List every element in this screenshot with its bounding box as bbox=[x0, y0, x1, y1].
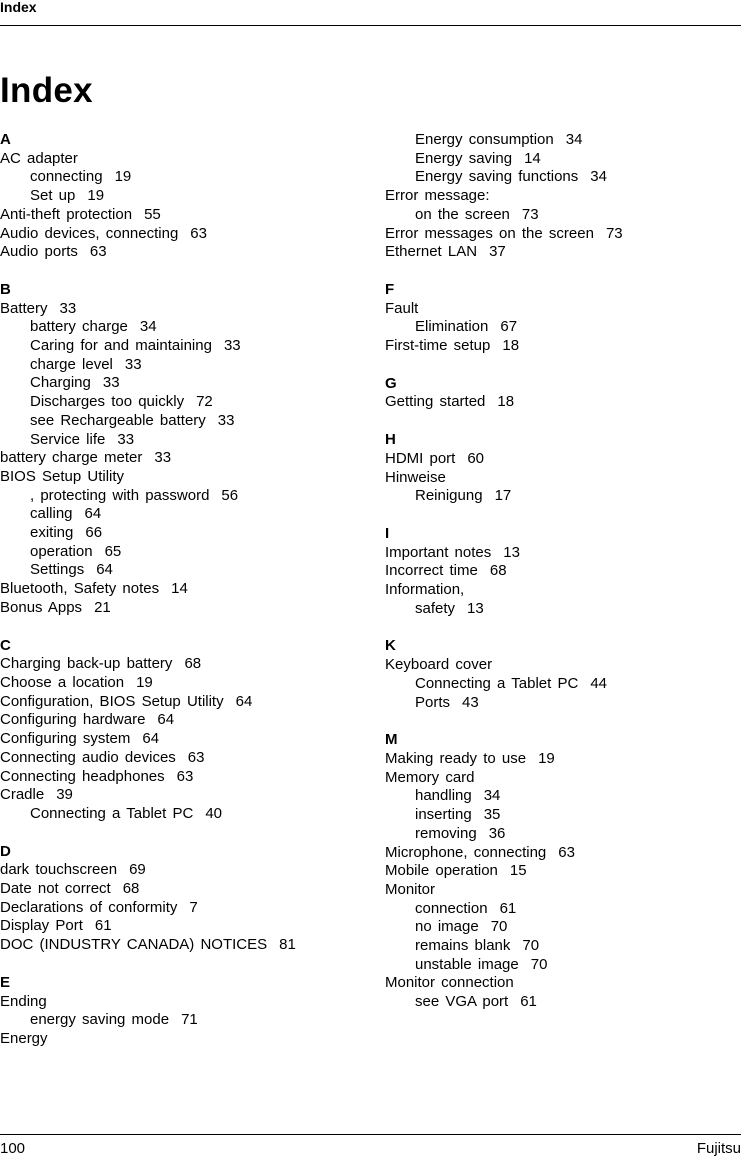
index-letter-heading: I bbox=[385, 524, 390, 542]
index-term: Making ready to use bbox=[385, 749, 527, 767]
index-term: Energy saving functions bbox=[415, 168, 579, 186]
index-term: Monitor bbox=[385, 880, 436, 898]
index-entry bbox=[385, 769, 735, 788]
index-page-ref: 37 bbox=[489, 243, 506, 261]
index-entry bbox=[385, 243, 735, 262]
index-subentry bbox=[385, 168, 735, 187]
index-page-ref: 68 bbox=[489, 562, 507, 580]
index-letter-group bbox=[385, 375, 735, 412]
index-entry bbox=[0, 449, 350, 468]
index-page-ref: 34 bbox=[139, 318, 157, 336]
index-entry bbox=[0, 993, 350, 1012]
running-footer bbox=[0, 1134, 741, 1160]
index-term: see Rechargeable battery bbox=[30, 411, 206, 429]
index-term: Memory card bbox=[385, 768, 475, 786]
index-entry bbox=[0, 693, 350, 712]
index-term: energy saving mode bbox=[30, 1011, 170, 1029]
publisher-name: Fujitsu bbox=[696, 1140, 741, 1157]
index-subentry bbox=[0, 412, 350, 431]
index-entry bbox=[0, 655, 350, 674]
index-page-ref: 33 bbox=[217, 411, 235, 429]
index-entry bbox=[0, 768, 350, 787]
index-term: First-time setup bbox=[385, 337, 491, 355]
index-letter-group bbox=[385, 637, 735, 712]
index-entry bbox=[0, 674, 350, 693]
index-term: Caring for and maintaining bbox=[30, 337, 212, 355]
index-subentry bbox=[0, 561, 350, 580]
index-entry bbox=[0, 599, 350, 618]
index-entry bbox=[385, 393, 735, 412]
index-page-ref: 18 bbox=[502, 337, 520, 355]
index-term: Configuring system bbox=[0, 730, 131, 748]
index-page-ref: 70 bbox=[490, 918, 508, 936]
index-page-ref: 34 bbox=[590, 168, 607, 186]
index-entry bbox=[0, 861, 350, 880]
index-letter-heading: B bbox=[0, 280, 11, 298]
index-term: removing bbox=[415, 824, 477, 842]
index-entry bbox=[0, 786, 350, 805]
index-letter-heading: E bbox=[0, 973, 11, 991]
index-subentry bbox=[385, 825, 735, 844]
index-page-ref: 39 bbox=[56, 786, 73, 804]
index-entry bbox=[0, 1030, 350, 1049]
index-subentry bbox=[385, 487, 735, 506]
index-letter-group bbox=[0, 843, 350, 955]
index-entry bbox=[385, 581, 735, 600]
index-page-ref: 61 bbox=[94, 917, 112, 935]
index-page-ref: 64 bbox=[96, 561, 113, 579]
index-entry bbox=[385, 544, 735, 563]
index-term: Connecting a Tablet PC bbox=[415, 674, 579, 692]
index-term: dark touchscreen bbox=[0, 861, 118, 879]
index-term: BIOS Setup Utility bbox=[0, 467, 125, 485]
index-term: battery charge meter bbox=[0, 449, 143, 467]
index-subentry bbox=[385, 787, 735, 806]
index-term: on the screen bbox=[415, 205, 510, 223]
index-page-ref: 70 bbox=[522, 937, 540, 955]
index-term: Fault bbox=[385, 299, 419, 317]
index-entry bbox=[385, 881, 735, 900]
index-page-ref: 68 bbox=[184, 655, 202, 673]
index-letter-group bbox=[0, 131, 350, 262]
index-term: Choose a location bbox=[0, 673, 125, 691]
index-term: Keyboard cover bbox=[385, 656, 493, 674]
index-page-ref: 63 bbox=[190, 224, 207, 242]
index-page-ref: 60 bbox=[467, 449, 485, 467]
index-term: Configuration, BIOS Setup Utility bbox=[0, 692, 224, 710]
index-letter-group bbox=[385, 281, 735, 356]
index-page-ref: 36 bbox=[488, 824, 506, 842]
index-subentry bbox=[385, 993, 735, 1012]
index-page-ref: 55 bbox=[144, 205, 161, 223]
index-page-ref: 64 bbox=[157, 711, 175, 729]
index-term: Charging bbox=[30, 374, 91, 392]
index-term: connection bbox=[415, 899, 488, 917]
index-page-ref: 19 bbox=[87, 187, 105, 205]
index-page-ref: 7 bbox=[189, 898, 198, 916]
index-term: charge level bbox=[30, 355, 113, 373]
index-subentry bbox=[0, 431, 350, 450]
index-letter-heading: D bbox=[0, 842, 11, 860]
index-term: unstable image bbox=[415, 955, 519, 973]
index-column-left bbox=[0, 131, 350, 1068]
index-letter-group bbox=[0, 974, 350, 1049]
index-term: Mobile operation bbox=[385, 862, 498, 880]
index-letter-heading: G bbox=[385, 374, 397, 392]
index-page-ref: 63 bbox=[558, 843, 575, 861]
index-term: Set up bbox=[30, 187, 76, 205]
index-page-ref: 56 bbox=[221, 486, 239, 504]
index-entry bbox=[0, 150, 350, 169]
index-subentry bbox=[0, 1011, 350, 1030]
index-subentry bbox=[0, 487, 350, 506]
index-term: Energy bbox=[0, 1029, 48, 1047]
index-entry bbox=[0, 206, 350, 225]
running-header bbox=[0, 0, 741, 26]
index-page-ref: 64 bbox=[84, 505, 102, 523]
index-subentry bbox=[0, 168, 350, 187]
index-letter-group bbox=[0, 637, 350, 824]
index-term: Date not correct bbox=[0, 880, 111, 898]
index-term: Charging back-up battery bbox=[0, 655, 173, 673]
index-page-ref: 61 bbox=[499, 899, 517, 917]
index-subentry bbox=[0, 543, 350, 562]
index-entry bbox=[385, 300, 735, 319]
index-term: Battery bbox=[0, 299, 48, 317]
index-page-ref: 73 bbox=[521, 205, 539, 223]
index-entry bbox=[0, 749, 350, 768]
index-subentry bbox=[385, 600, 735, 619]
index-page-ref: 34 bbox=[483, 787, 501, 805]
index-entry bbox=[0, 899, 350, 918]
index-subentry bbox=[385, 675, 735, 694]
index-entry bbox=[0, 711, 350, 730]
index-letter-group bbox=[0, 281, 350, 618]
index-term: Energy consumption bbox=[415, 131, 554, 148]
index-term: Discharges too quickly bbox=[30, 393, 185, 411]
index-entry bbox=[385, 844, 735, 863]
page-title: Index bbox=[0, 71, 93, 110]
index-subentry bbox=[0, 187, 350, 206]
index-term: Settings bbox=[30, 561, 85, 579]
index-page-ref: 61 bbox=[520, 993, 537, 1011]
index-subentry bbox=[385, 956, 735, 975]
index-entry bbox=[385, 450, 735, 469]
index-letter-heading: C bbox=[0, 636, 11, 654]
index-page-ref: 19 bbox=[114, 168, 132, 186]
index-entry bbox=[0, 880, 350, 899]
index-term: AC adapter bbox=[0, 149, 78, 167]
index-letter-heading: H bbox=[385, 431, 396, 449]
index-term: Getting started bbox=[385, 393, 486, 411]
index-term: Ethernet LAN bbox=[385, 243, 478, 261]
index-subentry bbox=[385, 150, 735, 169]
index-entry bbox=[0, 580, 350, 599]
index-entry bbox=[385, 562, 735, 581]
index-term: Incorrect time bbox=[385, 562, 478, 580]
index-term: Energy saving bbox=[415, 149, 513, 167]
index-letter-heading: F bbox=[385, 280, 395, 298]
index-subentry bbox=[0, 805, 350, 824]
index-entry bbox=[385, 225, 735, 244]
index-subentry bbox=[385, 318, 735, 337]
index-column-right bbox=[385, 131, 735, 1031]
index-term: Display Port bbox=[0, 917, 83, 935]
index-entry bbox=[385, 337, 735, 356]
index-page-ref: 72 bbox=[196, 393, 213, 411]
index-term: battery charge bbox=[30, 318, 128, 336]
index-page-ref: 19 bbox=[136, 673, 153, 691]
index-page-ref: 19 bbox=[538, 749, 555, 767]
index-term: Declarations of conformity bbox=[0, 898, 178, 916]
index-term: Connecting a Tablet PC bbox=[30, 804, 194, 822]
index-page-ref: 70 bbox=[530, 955, 548, 973]
index-entry bbox=[385, 862, 735, 881]
index-subentry bbox=[0, 505, 350, 524]
index-page-ref: 33 bbox=[154, 449, 172, 467]
index-term: remains blank bbox=[415, 937, 511, 955]
index-term: Microphone, connecting bbox=[385, 843, 547, 861]
index-term: , protecting with password bbox=[30, 486, 210, 504]
index-term: Error message: bbox=[385, 187, 490, 205]
index-page-ref: 13 bbox=[467, 599, 484, 617]
index-term: Reinigung bbox=[415, 487, 483, 505]
index-page-ref: 13 bbox=[503, 543, 520, 561]
index-subentry bbox=[385, 694, 735, 713]
index-entry bbox=[0, 936, 350, 955]
index-subentry bbox=[385, 131, 735, 150]
index-letter-group bbox=[385, 431, 735, 506]
index-page-ref: 63 bbox=[89, 243, 107, 261]
index-subentry bbox=[0, 356, 350, 375]
index-page-ref: 73 bbox=[605, 224, 623, 242]
index-term: Hinweise bbox=[385, 468, 446, 486]
index-subentry bbox=[0, 318, 350, 337]
index-letter-group bbox=[385, 525, 735, 619]
index-term: connecting bbox=[30, 168, 103, 186]
index-subentry bbox=[385, 900, 735, 919]
index-term: HDMI port bbox=[385, 449, 456, 467]
index-page-ref: 33 bbox=[59, 299, 77, 317]
running-header-title: Index bbox=[0, 0, 37, 15]
index-page-ref: 15 bbox=[509, 862, 527, 880]
index-entry bbox=[385, 750, 735, 769]
index-page-ref: 81 bbox=[279, 936, 296, 954]
index-page-ref: 66 bbox=[85, 524, 103, 542]
index-subentry bbox=[0, 337, 350, 356]
index-page-ref: 69 bbox=[129, 861, 146, 879]
index-term: Audio ports bbox=[0, 243, 78, 261]
index-letter-group bbox=[385, 131, 735, 262]
index-term: Service life bbox=[30, 430, 106, 448]
index-page-ref: 64 bbox=[142, 730, 160, 748]
index-page-ref: 67 bbox=[500, 318, 518, 336]
index-term: Ports bbox=[415, 693, 451, 711]
index-entry bbox=[0, 225, 350, 244]
index-term: Information, bbox=[385, 581, 465, 599]
index-term: handling bbox=[415, 787, 472, 805]
index-letter-heading: K bbox=[385, 637, 396, 655]
index-page-ref: 63 bbox=[176, 767, 194, 785]
index-term: Anti-theft protection bbox=[0, 205, 133, 223]
index-term: see VGA port bbox=[415, 993, 509, 1011]
index-page-ref: 68 bbox=[122, 880, 140, 898]
index-page-ref: 14 bbox=[524, 149, 541, 167]
index-letter-heading: A bbox=[0, 131, 11, 148]
page-number: 100 bbox=[0, 1140, 26, 1157]
index-page-ref: 65 bbox=[104, 542, 122, 560]
index-page-ref: 18 bbox=[497, 393, 515, 411]
index-entry bbox=[385, 656, 735, 675]
index-term: Configuring hardware bbox=[0, 711, 146, 729]
index-page-ref: 17 bbox=[494, 487, 512, 505]
index-term: Error messages on the screen bbox=[385, 224, 594, 242]
index-subentry bbox=[385, 918, 735, 937]
index-term: no image bbox=[415, 918, 479, 936]
index-page-ref: 43 bbox=[462, 693, 479, 711]
index-letter-heading: M bbox=[385, 731, 398, 749]
index-subentry bbox=[0, 524, 350, 543]
index-page-ref: 63 bbox=[187, 748, 205, 766]
index-term: DOC (INDUSTRY CANADA) NOTICES bbox=[0, 936, 268, 954]
index-term: Bonus Apps bbox=[0, 598, 83, 616]
index-entry bbox=[0, 468, 350, 487]
index-entry bbox=[0, 300, 350, 319]
index-term: Important notes bbox=[385, 543, 492, 561]
index-subentry bbox=[0, 393, 350, 412]
index-subentry bbox=[385, 937, 735, 956]
index-page-ref: 40 bbox=[205, 804, 223, 822]
index-page-ref: 33 bbox=[223, 337, 241, 355]
index-page-ref: 35 bbox=[483, 806, 501, 824]
index-term: Cradle bbox=[0, 786, 45, 804]
index-term: operation bbox=[30, 542, 93, 560]
index-subentry bbox=[385, 806, 735, 825]
index-page-ref: 33 bbox=[117, 430, 135, 448]
index-term: Ending bbox=[0, 992, 47, 1010]
index-subentry bbox=[0, 374, 350, 393]
index-entry bbox=[385, 974, 735, 993]
index-term: exiting bbox=[30, 524, 74, 542]
index-term: Monitor connection bbox=[385, 974, 514, 992]
index-entry bbox=[0, 917, 350, 936]
index-term: safety bbox=[415, 599, 456, 617]
index-page-ref: 33 bbox=[124, 355, 142, 373]
index-term: inserting bbox=[415, 806, 472, 824]
index-subentry bbox=[385, 206, 735, 225]
index-entry bbox=[385, 469, 735, 488]
index-page-ref: 64 bbox=[235, 692, 253, 710]
index-page-ref: 44 bbox=[590, 674, 608, 692]
index-entry bbox=[0, 243, 350, 262]
index-term: Audio devices, connecting bbox=[0, 224, 179, 242]
index-page-ref: 33 bbox=[102, 374, 120, 392]
index-entry bbox=[385, 187, 735, 206]
index-page-ref: 21 bbox=[94, 598, 111, 616]
index-term: Bluetooth, Safety notes bbox=[0, 580, 160, 598]
index-page-ref: 14 bbox=[171, 580, 188, 598]
index-term: Connecting audio devices bbox=[0, 748, 176, 766]
index-term: Elimination bbox=[415, 318, 489, 336]
index-entry bbox=[0, 730, 350, 749]
index-page-ref: 71 bbox=[181, 1011, 198, 1029]
index-term: Connecting headphones bbox=[0, 767, 165, 785]
index-letter-group bbox=[385, 731, 735, 1012]
index-page-ref: 34 bbox=[565, 131, 583, 148]
index-term: calling bbox=[30, 505, 73, 523]
